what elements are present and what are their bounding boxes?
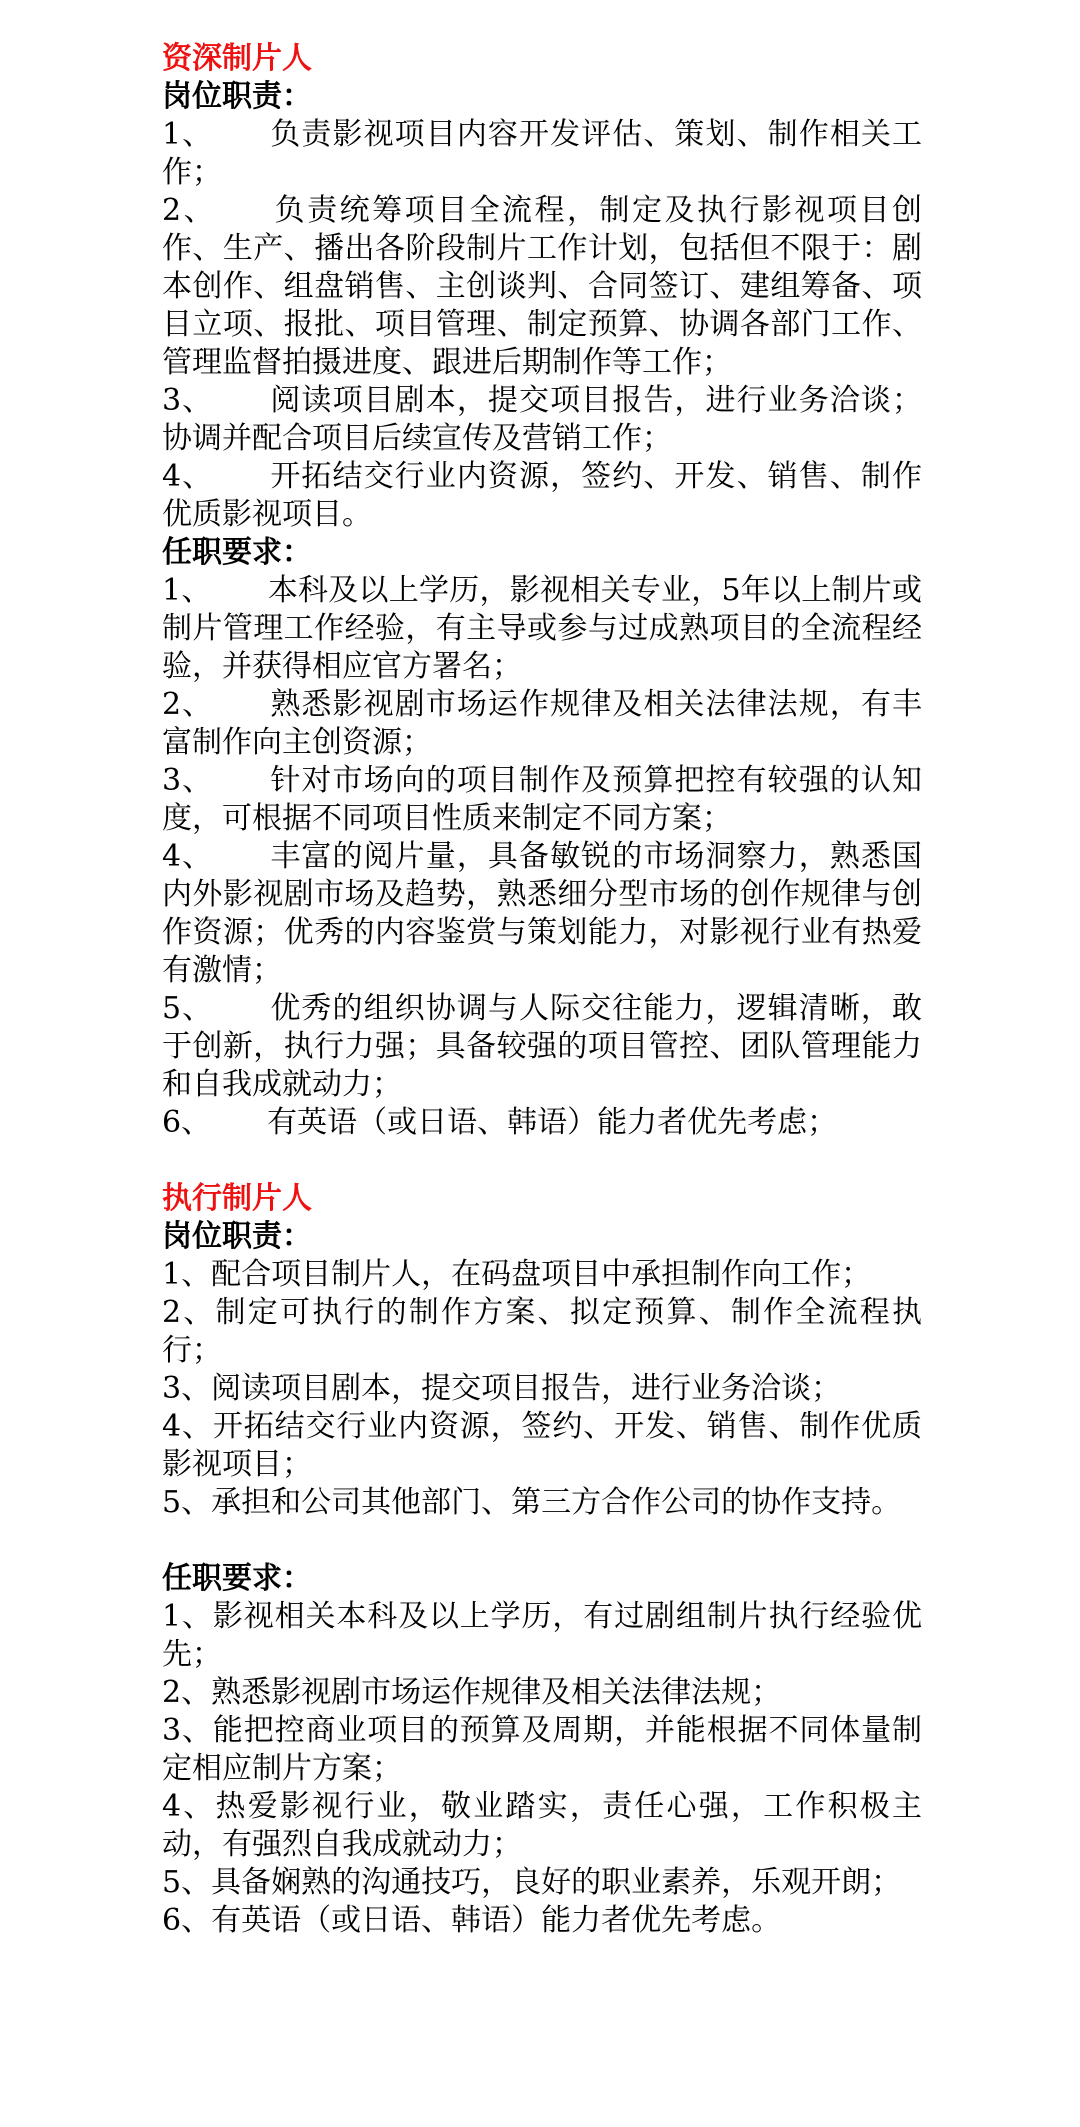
requirement-item [162,1674,922,1712]
item-number: 2、 [162,1675,212,1710]
item-number: 6、 [162,1105,212,1140]
item-number: 4、 [162,1409,213,1444]
item-text: 热爱影视行业，敬业踏实，责任心强，工作积极主动，有强烈自我成就动力； [162,1789,922,1862]
requirement-item [162,838,922,990]
item-text: 熟悉影视剧市场运作规律及相关法律法规； [211,1675,782,1710]
item-number: 1、 [162,573,212,608]
item-number: 1、 [162,1599,213,1634]
item-number: 2、 [162,193,217,228]
item-number: 4、 [162,1789,216,1824]
item-text: 负责影视项目内容开发评估、策划、制作相关工作； [162,117,923,190]
item-text: 丰富的阅片量，具备敏锐的市场洞察力，熟悉国内外影视剧市场及趋势，熟悉细分型市场的创作规律与创作资源；优秀的内容鉴赏与策划能力，对影视行业有热爱有激情； [162,839,923,988]
item-number: 6、 [162,1903,212,1938]
item-text: 有英语（或日语、韩语）能力者优先考虑； [267,1105,838,1140]
item-text: 优秀的组织协调与人际交往能力，逻辑清晰，敢于创新，执行力强；具备较强的项目管控、团队管理能力和自我成就动力； [162,991,923,1102]
requirements-list [162,1598,922,1940]
requirement-item [162,1902,922,1940]
item-text: 能把控商业项目的预算及周期，并能根据不同体量制定相应制片方案； [162,1713,923,1786]
item-number: 4、 [162,839,214,874]
duty-item [162,1408,922,1484]
duty-item [162,1256,922,1294]
section-spacer [162,1522,922,1560]
item-number: 1、 [162,1257,212,1292]
section-spacer [162,1142,922,1180]
item-text: 熟悉影视剧市场运作规律及相关法律法规，有丰富制作向主创资源； [162,687,923,760]
item-text: 制定可执行的制作方案、拟定预算、制作全流程执行； [162,1295,922,1368]
job-section-executive-producer [162,1180,922,1940]
duties-heading: 岗位职责： [162,1219,312,1254]
item-number: 2、 [162,687,214,722]
item-text: 本科及以上学历，影视相关专业，5年以上制片或制片管理工作经验，有主导或参与过成熟项目的全流程经验，并获得相应官方署名； [162,573,922,684]
requirement-item [162,1104,922,1142]
item-text: 具备娴熟的沟通技巧，良好的职业素养，乐观开朗； [211,1865,902,1900]
item-text: 阅读项目剧本，提交项目报告，进行业务洽谈； [211,1371,842,1406]
requirement-item [162,1598,922,1674]
item-number: 4、 [162,459,214,494]
item-text: 承担和公司其他部门、第三方合作公司的协作支持。 [211,1485,902,1520]
job-posting-document [162,40,922,1940]
item-text: 阅读项目剧本，提交项目报告，进行业务洽谈；协调并配合项目后续宣传及营销工作； [162,383,923,456]
duty-item [162,192,922,382]
item-text: 配合项目制片人，在码盘项目中承担制作向工作； [211,1257,872,1292]
item-text: 影视相关本科及以上学历，有过剧组制片执行经验优先； [162,1599,923,1672]
duty-item [162,382,922,458]
item-number: 5、 [162,1865,212,1900]
item-text: 开拓结交行业内资源，签约、开发、销售、制作优质影视项目。 [162,459,923,532]
requirement-item [162,990,922,1104]
duty-item [162,1370,922,1408]
item-number: 3、 [162,383,214,418]
item-text: 负责统筹项目全流程，制定及执行影视项目创作、生产、播出各阶段制片工作计划，包括但不限于：剧本创作、组盘销售、主创谈判、合同签订、建组筹备、项目立项、报批、项目管理、制定预算、协调各部门工作、管理监督拍摄进度、跟进后期制作等工作； [162,193,923,380]
requirements-list [162,572,922,1142]
item-number: 5、 [162,1485,212,1520]
duty-item [162,1294,922,1370]
requirements-heading: 任职要求： [162,1561,312,1596]
requirement-item [162,1712,922,1788]
job-title: 资深制片人 [162,41,312,76]
item-text: 有英语（或日语、韩语）能力者优先考虑。 [211,1903,782,1938]
item-number: 3、 [162,763,214,798]
duties-list [162,116,922,534]
item-text: 针对市场向的项目制作及预算把控有较强的认知度，可根据不同项目性质来制定不同方案； [162,763,923,836]
item-number: 1、 [162,117,214,152]
job-section-senior-producer [162,40,922,1142]
requirement-item [162,572,922,686]
item-number: 3、 [162,1371,212,1406]
item-number: 3、 [162,1713,213,1748]
item-number: 5、 [162,991,214,1026]
duty-item [162,1484,922,1522]
requirement-item [162,1788,922,1864]
job-title: 执行制片人 [162,1181,312,1216]
duty-item [162,116,922,192]
requirement-item [162,1864,922,1902]
requirement-item [162,686,922,762]
duties-heading: 岗位职责： [162,79,312,114]
requirement-item [162,762,922,838]
duty-item [162,458,922,534]
requirements-heading: 任职要求： [162,535,312,570]
item-text: 开拓结交行业内资源，签约、开发、销售、制作优质影视项目； [162,1409,923,1482]
item-number: 2、 [162,1295,216,1330]
duties-list [162,1256,922,1522]
